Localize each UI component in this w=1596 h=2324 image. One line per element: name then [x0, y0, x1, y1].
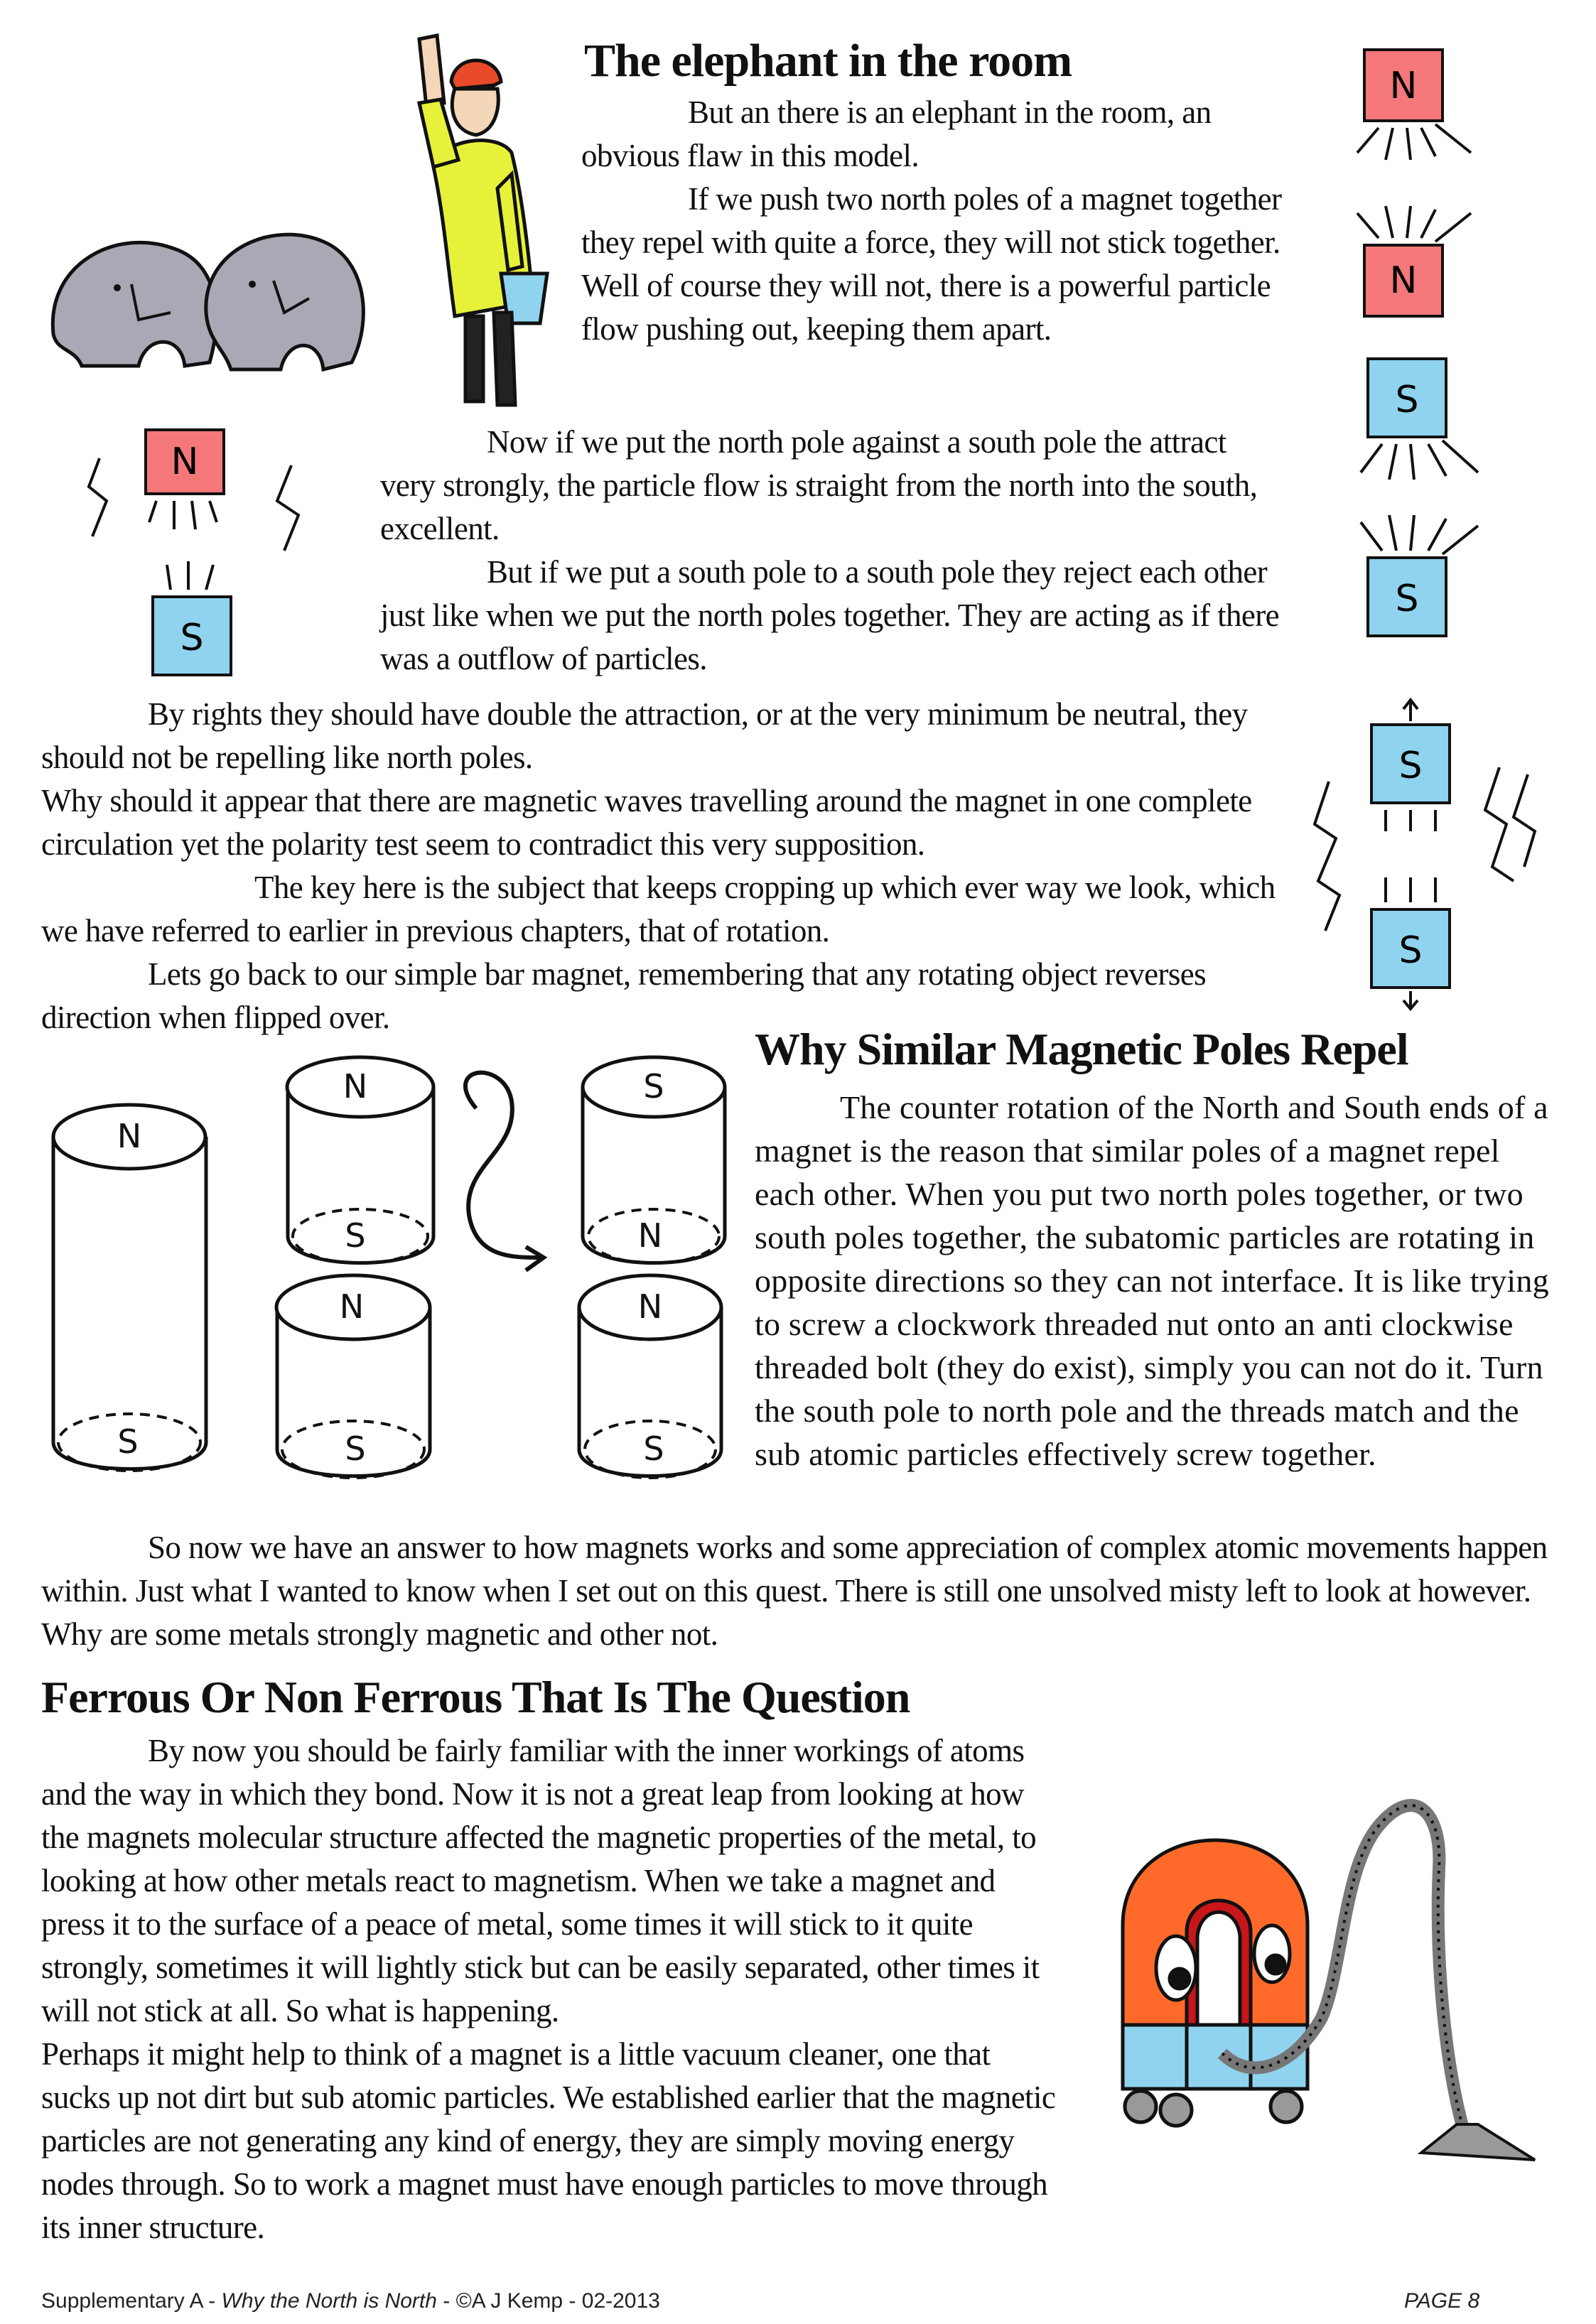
pole-label-south: S — [345, 1429, 366, 1468]
pole-label-north: N — [637, 1287, 663, 1326]
paragraph: The key here is the subject that keeps cropping up which ever way we look, which we have referred to earlier in previous chapters, that of rotation. — [41, 870, 1276, 948]
paragraph: By now you should be fairly familiar with the inner workings of atoms and the way in which they bond. Now it is not a great leap from looking at how the magnets molecular structure affected the magnetic properties of the metal, to looking at how other metals react to magnetism. When we take a magnet and press it to the surface of a peace of metal, some times it will stick to it quite strongly, sometimes it will lightly stick but can be easily separated, other times it will not stick at all. So what is happening. — [41, 1733, 1040, 2028]
paragraph: But if we put a south pole to a south pole they reject each other just like when we put the north poles together. They are acting as if there was a outflow of particles. — [380, 554, 1280, 676]
footer-title: Why the North is North — [221, 2289, 437, 2313]
man-with-bucket-illustration — [377, 32, 561, 430]
rotation-cylinders-diagram — [43, 1044, 732, 1499]
pole-label-south: S — [1395, 578, 1419, 620]
paragraph: By rights they should have double the attraction, or at the very minimum be neutral, they should not be repelling like north poles. — [41, 696, 1248, 775]
pole-label-south: S — [180, 617, 204, 659]
rotation-text-block — [41, 693, 1278, 1039]
south-south-zigzag-diagram — [1286, 696, 1556, 1009]
pole-label-north: N — [117, 1117, 142, 1155]
footer-left — [41, 2289, 660, 2313]
paragraph: Now if we put the north pole against a south pole the attract very strongly, the particle flow is straight from the north into the south, excellent. — [380, 424, 1258, 546]
pole-label-south: S — [1398, 929, 1423, 972]
heading-similar-poles: Why Similar Magnetic Poles Repel — [755, 1024, 1408, 1074]
page-number: PAGE 8 — [1404, 2289, 1480, 2313]
ferrous-text-block — [41, 1729, 1064, 2249]
pole-label-south: S — [1398, 745, 1423, 787]
pole-label-north: N — [339, 1287, 365, 1326]
pole-label-north: N — [1389, 65, 1418, 107]
paragraph: Perhaps it might help to think of a magnet is a little vacuum cleaner, one that sucks up not dirt but sub atomic particles. We established earlier that the magnetic particles are not generating any kind of energy, they are simply moving energy nodes through. So to work a magnet must have enough particles to move through its inner structure. — [41, 2036, 1056, 2245]
elephants-illustration — [39, 220, 373, 405]
paragraph: The counter rotation of the North and South ends of a magnet is the reason that similar poles of a magnet repel each other. When you put two north poles together, or two south poles together, the subatomic particles are rotating in opposite directions so they can not interface. It is like trying to screw a clockwork threaded nut onto an anti clockwise threaded bolt (they do exist), simply you can not do it. Turn the south pole to north pole and the threads match and the sub atomic particles effectively screw together. — [755, 1089, 1549, 1472]
pole-label-south: S — [345, 1216, 366, 1255]
footer-prefix: Supplementary A - — [41, 2289, 216, 2313]
paragraph: If we push two north poles of a magnet together they repel with quite a force, they will not stick together. Well of course they will not, there is a powerful particle flow pushing out, keeping them apart. — [581, 181, 1282, 347]
pole-label-south: S — [1395, 379, 1419, 421]
north-north-repel-diagram — [1329, 43, 1514, 327]
conclusion-text-block — [41, 1526, 1562, 1656]
south-south-repel-diagram — [1329, 352, 1514, 657]
pole-label-south: S — [643, 1067, 664, 1106]
elephant-intro-block — [581, 91, 1285, 351]
pole-label-north: N — [171, 441, 199, 483]
paragraph: Lets go back to our simple bar magnet, remembering that any rotating object reverses direction when flipped over. — [41, 956, 1207, 1035]
paragraph: But an there is an elephant in the room, an obvious flaw in this model. — [581, 94, 1212, 173]
magnet-vacuum-illustration — [1109, 1783, 1549, 2181]
paragraph: Why should it appear that there are magnetic waves travelling around the magnet in one complete circulation yet the polarity test seem to contradict this very supposition. — [41, 783, 1252, 862]
heading-elephant: The elephant in the room — [584, 35, 1072, 87]
pole-label-north: N — [343, 1067, 368, 1106]
pole-label-south: S — [117, 1422, 139, 1461]
north-south-attract-diagram — [85, 423, 320, 686]
pole-label-south: S — [643, 1429, 664, 1468]
footer-credit: - ©A J Kemp - 02-2013 — [443, 2289, 660, 2313]
paragraph: So now we have an answer to how magnets works and some appreciation of complex atomic movements happen within. Just what I wanted to know when I set out on this quest. There is still one unsolved misty left to look at however. Why are some metals strongly magnetic and other not. — [41, 1530, 1548, 1652]
repel-text-block — [755, 1086, 1558, 1476]
pole-label-north: N — [637, 1216, 663, 1255]
poles-text-block — [380, 421, 1283, 681]
heading-ferrous: Ferrous Or Non Ferrous That Is The Question — [41, 1672, 910, 1722]
pole-label-north: N — [1389, 259, 1418, 302]
